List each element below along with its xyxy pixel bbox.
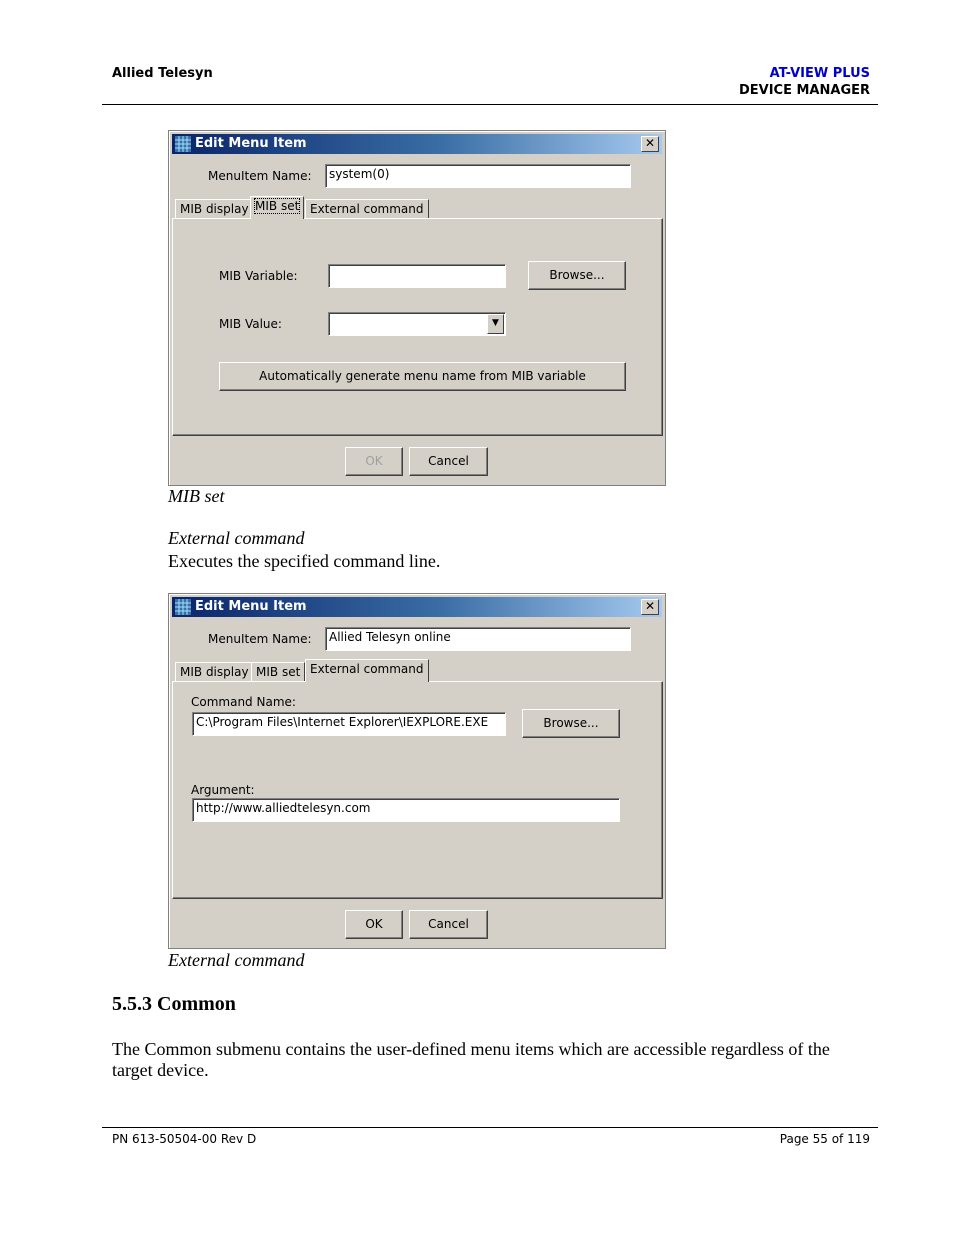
section-heading: 5.5.3 Common [112,993,236,1015]
ok-button[interactable]: OK [345,910,403,939]
dialog-title: Edit Menu Item [195,136,307,151]
auto-generate-name-button[interactable]: Automatically generate menu name from MIB variable [219,362,626,391]
menu-item-name-label: MenuItem Name: [208,169,312,183]
menu-item-name-input[interactable]: Allied Telesyn online [325,627,631,651]
browse-button[interactable]: Browse... [528,261,626,290]
close-icon[interactable]: ✕ [641,136,659,152]
edit-menu-item-dialog-mib-set [168,130,666,486]
command-name-label: Command Name: [191,695,296,709]
mib-variable-label: MIB Variable: [219,269,298,283]
tab-external-command[interactable]: External command [305,199,429,219]
external-command-description: Executes the specified command line. [168,551,441,571]
dialog-title-bar[interactable] [172,597,662,617]
tab-mib-set[interactable]: MIB set [251,662,305,682]
app-grid-icon [175,599,191,615]
figure-caption-mib-set: MIB set [168,486,225,506]
mib-value-select[interactable] [328,312,506,336]
menu-item-name-input[interactable]: system(0) [325,164,631,188]
mib-set-panel [172,218,663,436]
footer-page-number: Page 55 of 119 [779,1132,870,1146]
figure-caption-external-command: External command [168,950,305,970]
section-body: The Common submenu contains the user-defined menu items which are accessible regardless of the target device. [112,1039,830,1080]
dialog-title: Edit Menu Item [195,599,307,614]
ok-button[interactable]: OK [345,447,403,476]
external-command-panel [172,681,663,899]
cancel-button[interactable]: Cancel [409,910,488,939]
footer-part-number: PN 613-50504-00 Rev D [112,1132,257,1146]
app-grid-icon [175,136,191,152]
browse-button[interactable]: Browse... [522,709,620,738]
mib-variable-input[interactable] [328,264,506,288]
dialog-title-bar[interactable] [172,134,662,154]
argument-label: Argument: [191,783,255,797]
tab-mib-display[interactable]: MIB display [175,662,254,682]
close-icon[interactable]: ✕ [641,599,659,615]
dropdown-arrow-icon[interactable]: ▼ [487,314,504,334]
header-section: DEVICE MANAGER [738,83,870,98]
edit-menu-item-dialog-external-command [168,593,666,949]
menu-item-name-label: MenuItem Name: [208,632,312,646]
header-product: AT-VIEW PLUS [769,66,870,81]
command-name-input[interactable]: C:\Program Files\Internet Explorer\IEXPLORE.EXE [192,712,506,736]
argument-input[interactable]: http://www.alliedtelesyn.com [192,798,620,822]
header-company: Allied Telesyn [112,66,213,81]
tab-mib-display[interactable]: MIB display [175,199,254,219]
footer-rule [102,1127,878,1128]
tab-external-command[interactable]: External command [305,659,429,682]
external-command-heading: External command [168,528,305,548]
header-rule [102,104,878,105]
tab-mib-set[interactable]: MIB set [250,196,304,219]
cancel-button[interactable]: Cancel [409,447,488,476]
mib-value-label: MIB Value: [219,317,282,331]
